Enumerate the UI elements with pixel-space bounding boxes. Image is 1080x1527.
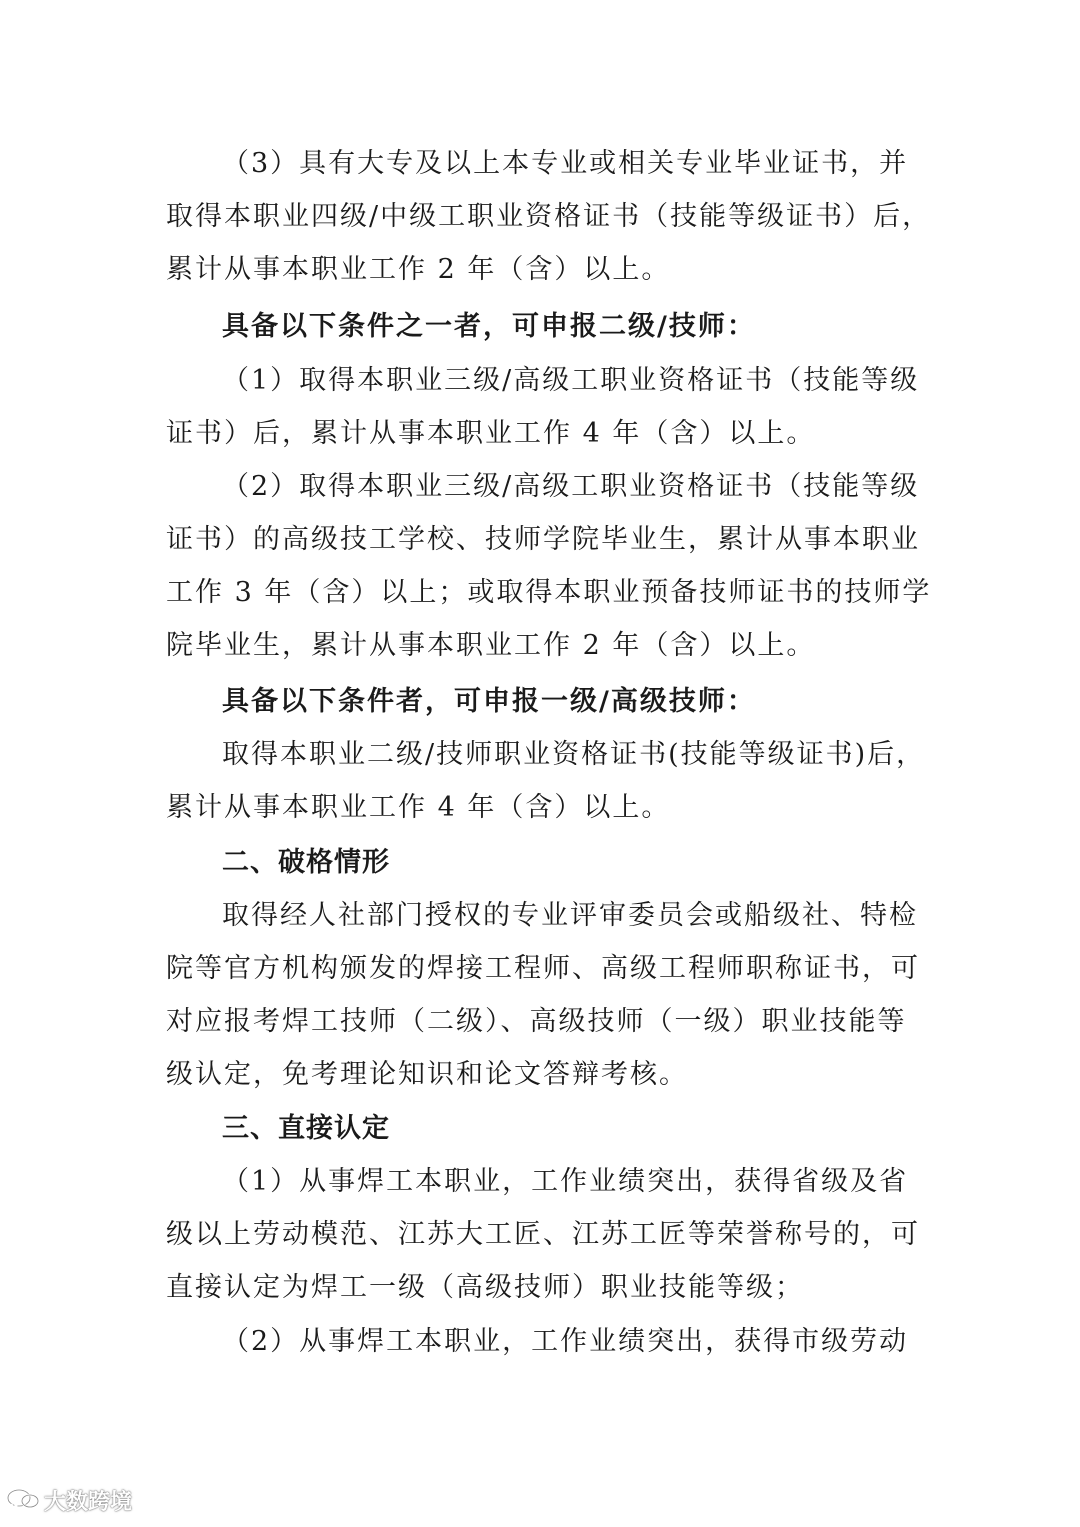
p4-line2: 累计从事本职业工作 4 年（含）以上。: [166, 792, 671, 823]
section-heading-exception: 二、破格情形: [222, 847, 390, 878]
section-heading-direct: 三、直接认定: [222, 1113, 390, 1144]
watermark-text: 大数跨境: [44, 1489, 133, 1515]
p1-line1: （3）具有大专及以上本专业或相关专业毕业证书，并: [222, 148, 909, 179]
p6-line1: （1）从事焊工本职业，工作业绩突出，获得省级及省: [222, 1166, 909, 1197]
p2-line1: （1）取得本职业三级/高级工职业资格证书（技能等级: [222, 365, 920, 396]
p3-line2: 证书）的高级技工学校、技师学院毕业生，累计从事本职业: [166, 524, 920, 555]
p5-line3: 对应报考焊工技师（二级）、高级技师（一级）职业技能等: [166, 1006, 907, 1037]
p6-line2: 级以上劳动模范、江苏大工匠、江苏工匠等荣誉称号的，可: [166, 1219, 920, 1250]
p4-line1: 取得本职业二级/技师职业资格证书(技能等级证书)后，: [222, 739, 926, 770]
p5-line4: 级认定，免考理论知识和论文答辩考核。: [166, 1059, 688, 1090]
p6-line3: 直接认定为焊工一级（高级技师）职业技能等级；: [166, 1272, 804, 1303]
p3-line4: 院毕业生，累计从事本职业工作 2 年（含）以上。: [166, 630, 816, 661]
p7-line1: （2）从事焊工本职业，工作业绩突出，获得市级劳动: [222, 1326, 909, 1357]
p5-line1: 取得经人社部门授权的专业评审委员会或船级社、特检: [222, 900, 918, 931]
p1-line2: 取得本职业四级/中级工职业资格证书（技能等级证书）后，: [166, 201, 932, 232]
p3-line3: 工作 3 年（含）以上；或取得本职业预备技师证书的技师学: [166, 577, 932, 608]
p1-line3: 累计从事本职业工作 2 年（含）以上。: [166, 254, 671, 285]
p5-line2: 院等官方机构颁发的焊接工程师、高级工程师职称证书，可: [166, 953, 920, 984]
chat-bubble-logo-icon: [6, 1487, 40, 1513]
watermark: [6, 1480, 132, 1520]
p2-line2: 证书）后，累计从事本职业工作 4 年（含）以上。: [166, 418, 816, 449]
bold-condition-technician: 具备以下条件之一者，可申报二级/技师：: [222, 311, 756, 342]
bold-condition-senior-technician: 具备以下条件者，可申报一级/高级技师：: [222, 686, 756, 717]
p3-line1: （2）取得本职业三级/高级工职业资格证书（技能等级: [222, 471, 920, 502]
